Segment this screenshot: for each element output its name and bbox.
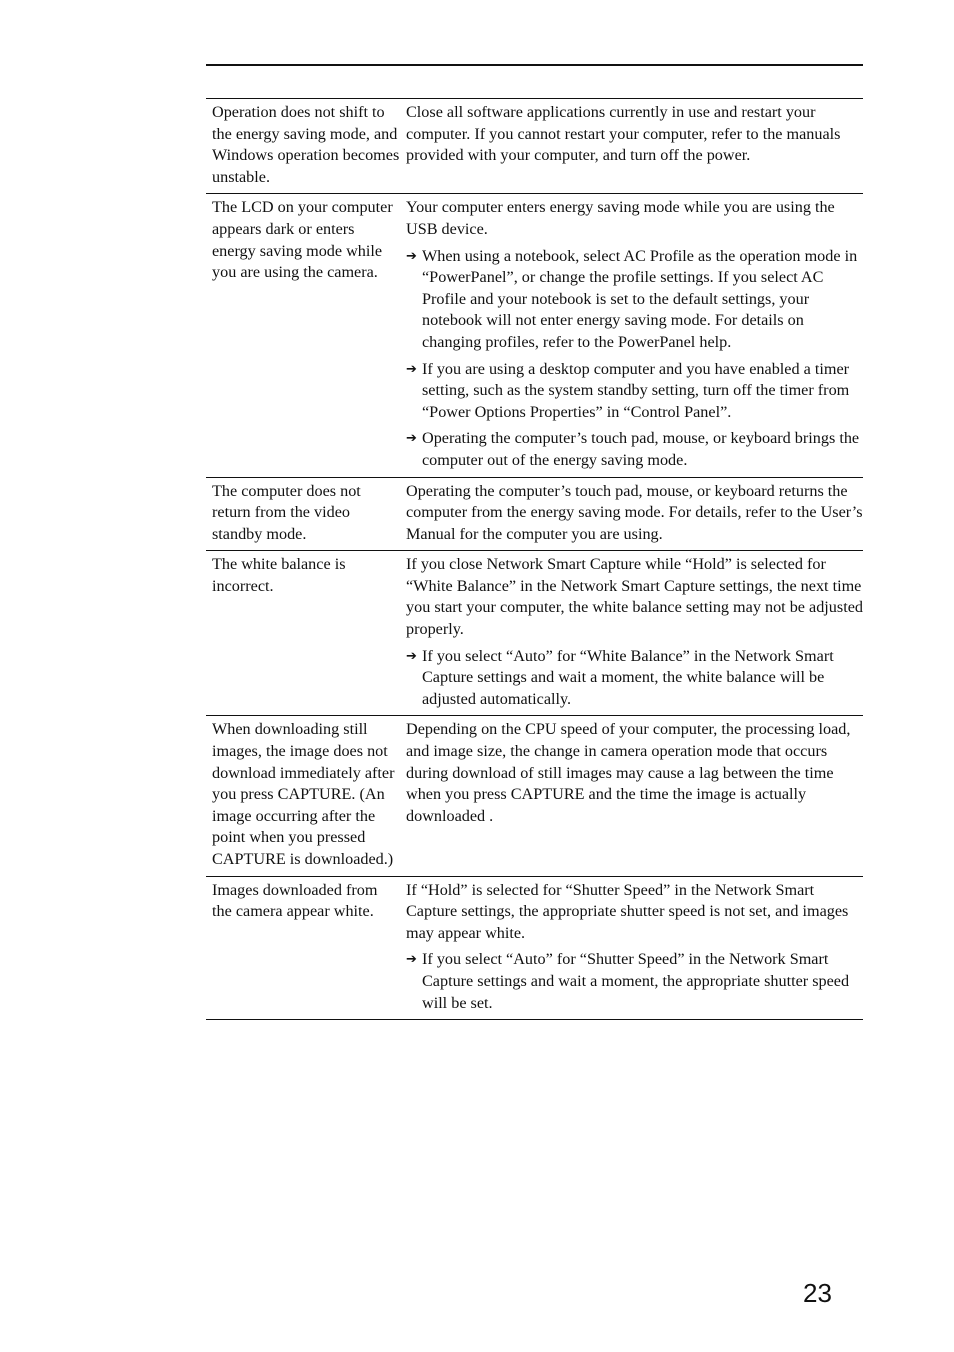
solution-cell (406, 99, 863, 193)
table-row (206, 99, 863, 194)
right-arrow-icon: ➔ (406, 248, 417, 264)
right-arrow-icon: ➔ (406, 361, 417, 377)
solution-cell (406, 478, 863, 551)
symptom-cell: The white balance is incorrect. (212, 555, 346, 595)
right-arrow-icon: ➔ (406, 431, 417, 447)
symptom-cell: Operation does not shift to the energy saving mode, and Windows operation becomes unstable. (212, 103, 400, 186)
symptom-cell: Images downloaded from the camera appear white. (212, 880, 378, 921)
table-row (206, 551, 863, 716)
solution-text: Operating the computer’s touch pad, mouse, or keyboard returns the computer from the energy saving mode. For details, refer to the User’s Manual for the computer you are using. (406, 481, 863, 543)
solution-cell (406, 194, 863, 476)
solution-text: If “Hold” is selected for “Shutter Speed” in the Network Smart Capture settings, the appropriate shutter speed is not set, and images may appear white. (406, 880, 849, 942)
solution-note (406, 949, 863, 1014)
page-number: 23 (803, 1278, 832, 1308)
solution-text: Your computer enters energy saving mode while you are using the USB device. (406, 198, 835, 238)
note-text: If you are using a desktop computer and you have enabled a timer setting, such as the system standby setting, turn off the timer from “Power Options Properties” in “Control Panel”. (422, 359, 850, 421)
table-row (206, 478, 863, 552)
solution-text: Close all software applications currently in use and restart your computer. If you cannot restart your computer, refer to the manuals provided with your computer, and turn off the power. (406, 103, 841, 165)
symptom-cell: The LCD on your computer appears dark or enters energy saving mode while you are using the camera. (212, 198, 393, 282)
solution-cell (406, 551, 863, 715)
right-arrow-icon: ➔ (406, 648, 417, 664)
solution-text: If you close Network Smart Capture while “Hold” is selected for “White Balance” in the Network Smart Capture settings, the next time you start your computer, the white balance setting may not be adjusted properly. (406, 555, 863, 639)
solution-note (406, 359, 863, 424)
table-row (206, 877, 863, 1021)
symptom-cell: The computer does not return from the video standby mode. (212, 481, 361, 543)
solution-cell (406, 716, 863, 875)
solution-note (406, 646, 863, 711)
right-arrow-icon: ➔ (406, 952, 417, 968)
header-rule (206, 64, 863, 66)
note-text: If you select “Auto” for “White Balance” in the Network Smart Capture settings and wait a moment, the white balance will be adjusted automatically. (422, 646, 834, 708)
solution-note (406, 428, 863, 471)
note-text: If you select “Auto” for “Shutter Speed” in the Network Smart Capture settings and wait a moment, the appropriate shutter speed will be set. (422, 950, 850, 1012)
solution-note (406, 246, 863, 354)
troubleshooting-table (206, 98, 863, 1020)
table-row (206, 194, 863, 477)
note-text: When using a notebook, select AC Profile as the operation mode in “PowerPanel”, or change the profile settings. If you select AC Profile and your notebook is set to the default settings, your notebook will not enter energy saving mode. For details on changing profiles, refer to the PowerPanel help. (422, 246, 858, 351)
note-text: Operating the computer’s touch pad, mouse, or keyboard brings the computer out of the energy saving mode. (422, 429, 860, 469)
symptom-cell: When downloading still images, the image does not download immediately after you press CAPTURE. (An image occurring after the point when you pressed CAPTURE is downloaded.) (212, 720, 395, 868)
solution-cell (406, 877, 863, 1020)
table-row (206, 716, 863, 876)
solution-text: Depending on the CPU speed of your computer, the processing load, and image size, the change in camera operation mode that occurs during download of still images may cause a lag between the time when you press CAPTURE and the time the image is actually downloaded . (406, 720, 851, 825)
